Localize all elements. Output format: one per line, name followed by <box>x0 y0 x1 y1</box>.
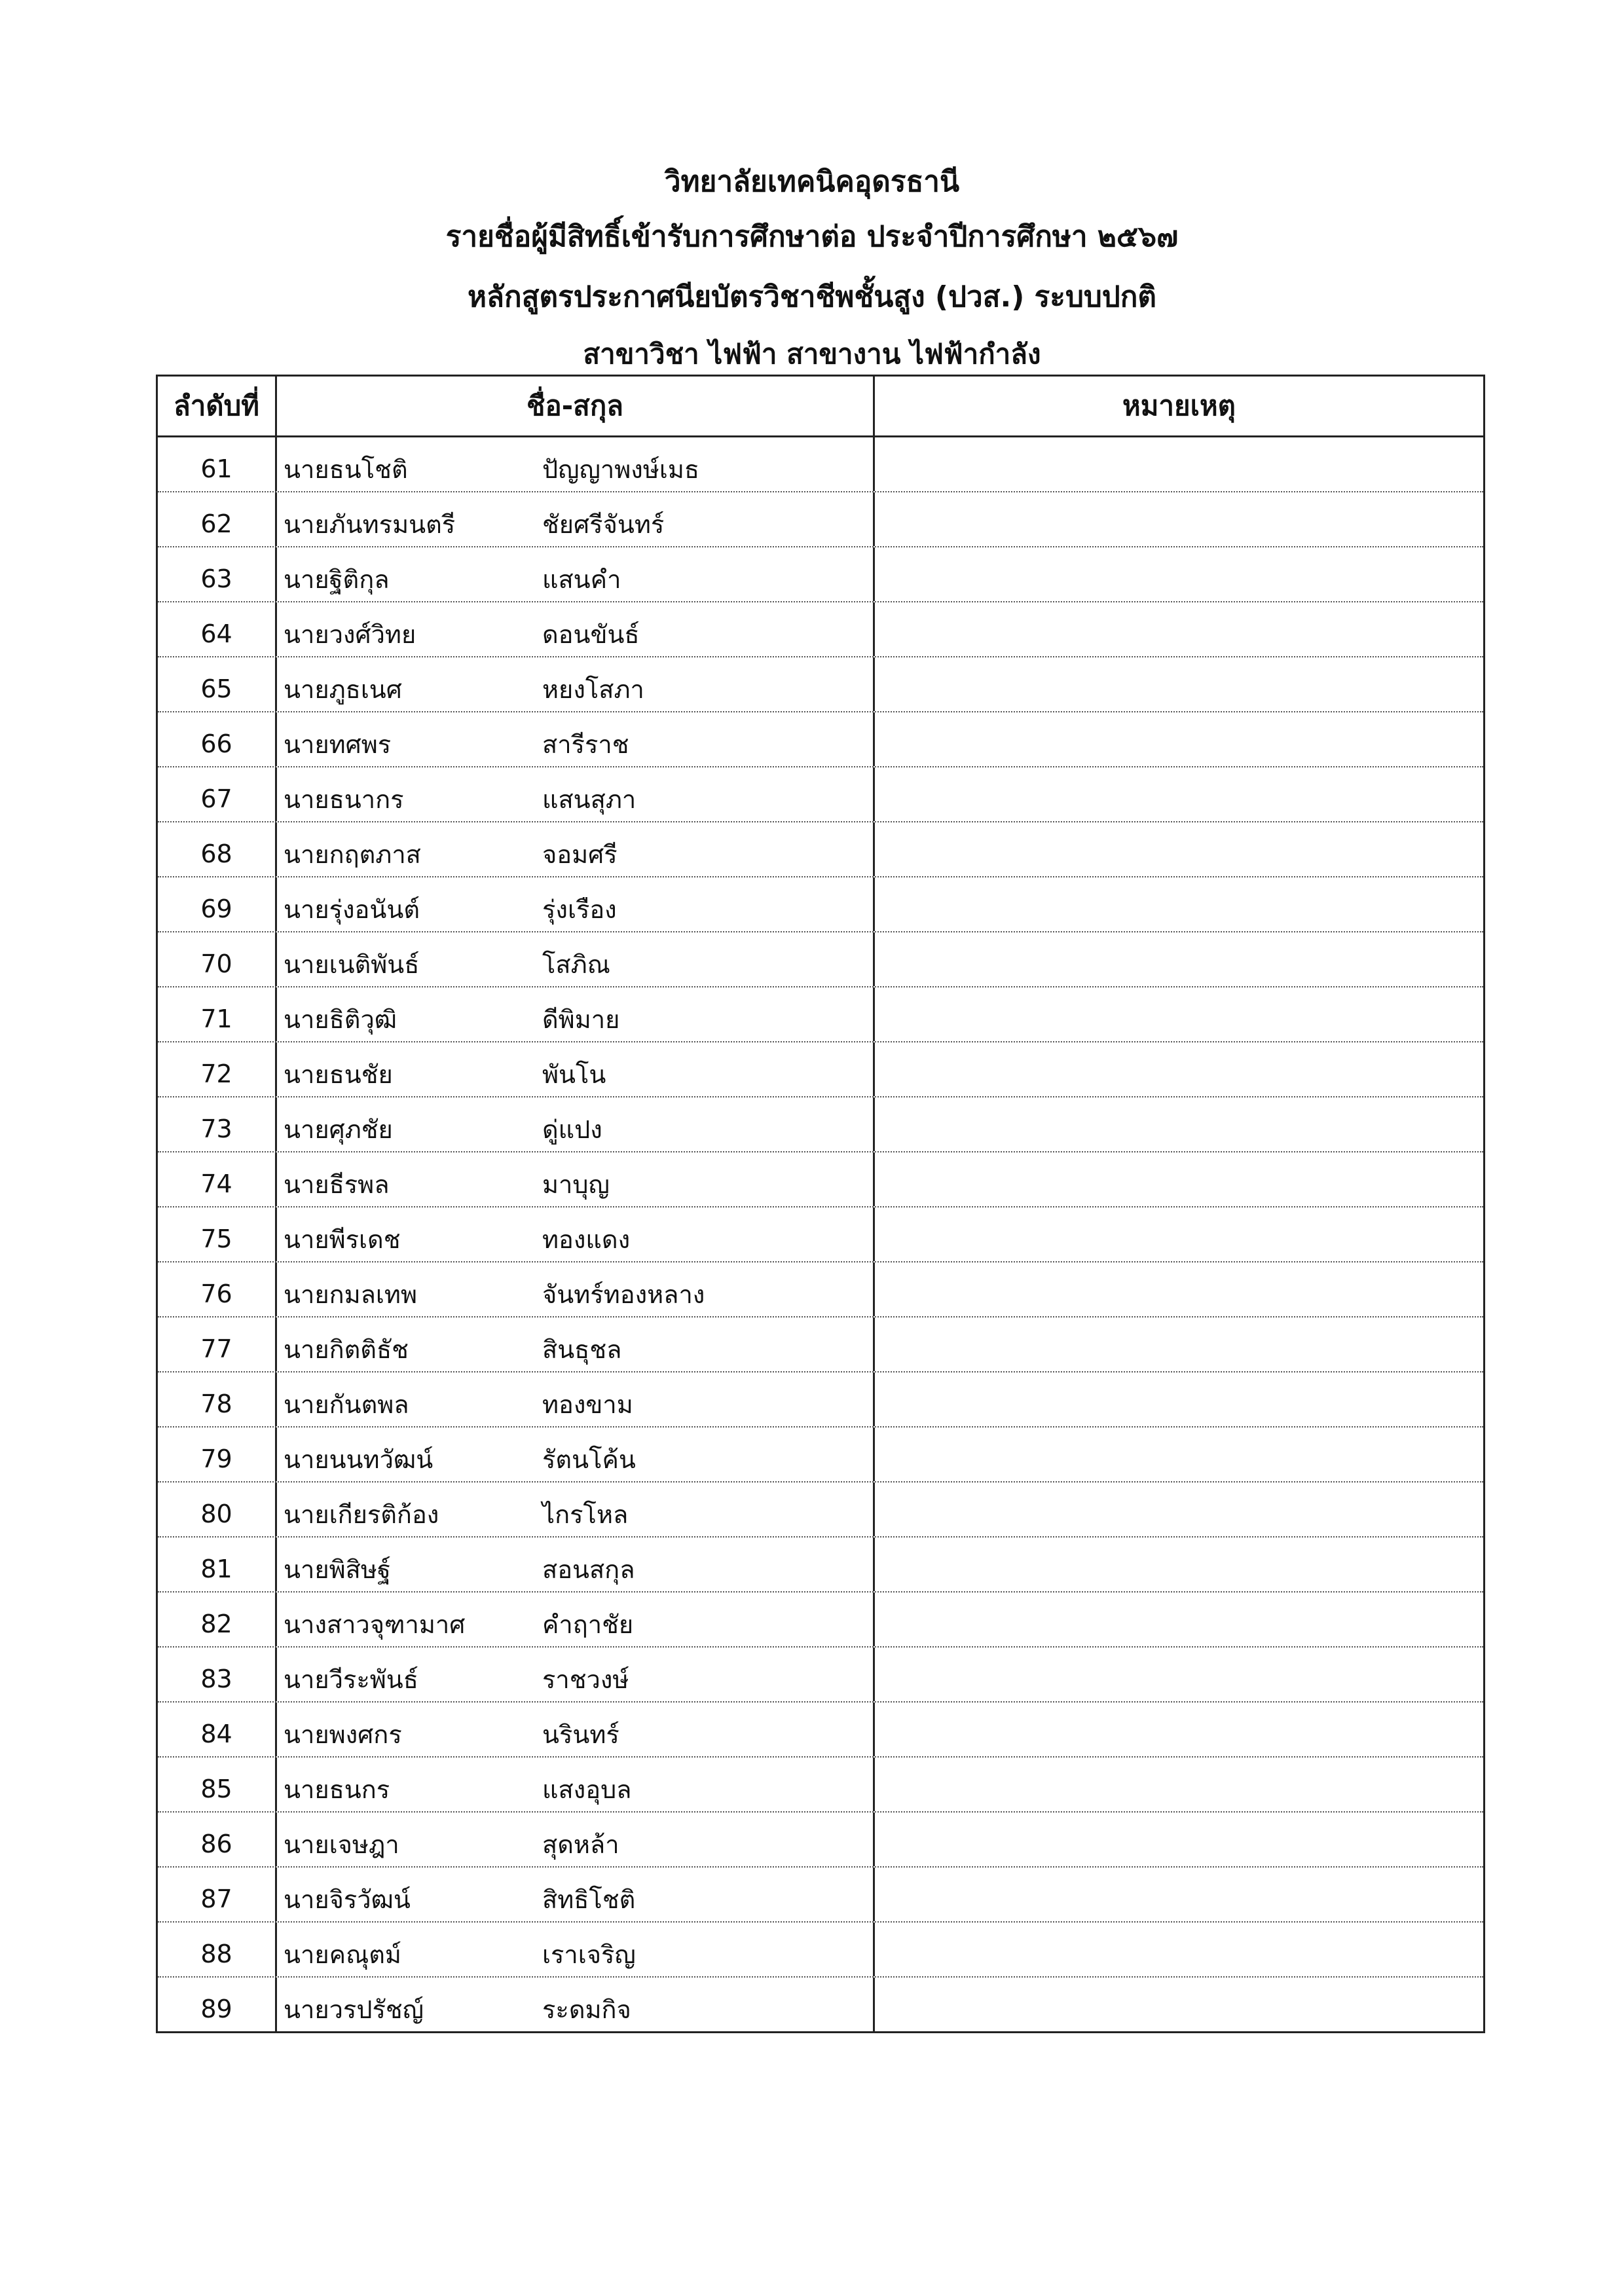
row-fullname <box>277 1207 875 1261</box>
row-fullname <box>277 547 875 601</box>
last-name: ไกรโหล <box>542 1500 629 1529</box>
row-number: 74 <box>158 1152 277 1206</box>
first-name: นายธนชัย <box>284 1059 393 1089</box>
first-name: นายธนโชติ <box>284 454 408 484</box>
row-remarks <box>875 657 1483 711</box>
row-fullname <box>277 1042 875 1096</box>
row-remarks <box>875 1483 1483 1536</box>
last-name: สอนสกุล <box>542 1555 635 1584</box>
row-number: 86 <box>158 1813 277 1866</box>
row-number: 64 <box>158 602 277 656</box>
last-name: พันโน <box>542 1059 606 1089</box>
last-name: แสงอุบล <box>542 1775 632 1804</box>
row-remarks <box>875 1593 1483 1646</box>
program-title: หลักสูตรประกาศนียบัตรวิชาชีพชั้นสูง (ปวส.) ระบบปกติ <box>468 280 1156 314</box>
last-name: สิทธิโชติ <box>542 1885 636 1914</box>
row-number: 84 <box>158 1703 277 1756</box>
first-name: นายพีรเดช <box>284 1225 401 1254</box>
table-row <box>158 1428 1483 1483</box>
row-number: 73 <box>158 1097 277 1151</box>
table-row <box>158 1758 1483 1813</box>
last-name: สินธุชล <box>542 1335 622 1364</box>
table-row <box>158 1593 1483 1648</box>
row-remarks <box>875 1042 1483 1096</box>
last-name: ดอนขันธ์ <box>542 619 640 649</box>
first-name: นายภันทรมนตรี <box>284 509 456 539</box>
last-name: คำฤาชัย <box>542 1610 634 1639</box>
row-fullname <box>277 877 875 931</box>
row-remarks <box>875 1207 1483 1261</box>
table-row <box>158 1813 1483 1868</box>
first-name: นายวรปรัชญ์ <box>284 1995 424 2024</box>
table-row <box>158 1538 1483 1593</box>
last-name: มาบุญ <box>542 1170 610 1199</box>
row-fullname <box>277 1372 875 1426</box>
table-row <box>158 547 1483 602</box>
first-name: นายธิติวุฒิ <box>284 1004 397 1034</box>
row-number: 77 <box>158 1317 277 1371</box>
last-name: สุดหล้า <box>542 1830 619 1859</box>
table-row <box>158 1317 1483 1372</box>
table-row <box>158 1152 1483 1207</box>
last-name: นรินทร์ <box>542 1720 619 1749</box>
row-remarks <box>875 1152 1483 1206</box>
row-number: 83 <box>158 1648 277 1701</box>
table-row <box>158 492 1483 547</box>
last-name: หยงโสภา <box>542 674 644 704</box>
row-remarks <box>875 1703 1483 1756</box>
row-number: 70 <box>158 932 277 986</box>
row-number: 75 <box>158 1207 277 1261</box>
row-fullname <box>277 1428 875 1481</box>
student-table <box>156 375 1485 2033</box>
first-name: นายวงศ์วิทย <box>284 619 416 649</box>
row-remarks <box>875 1428 1483 1481</box>
table-body <box>158 437 1483 2031</box>
row-number: 76 <box>158 1262 277 1316</box>
row-number: 78 <box>158 1372 277 1426</box>
row-remarks <box>875 1978 1483 2031</box>
row-fullname <box>277 987 875 1041</box>
document-title: รายชื่อผู้มีสิทธิ์เข้ารับการศึกษาต่อ ประจำปีการศึกษา ๒๕๖๗ <box>445 220 1179 253</box>
row-remarks <box>875 767 1483 821</box>
table-row <box>158 1978 1483 2031</box>
table-header <box>158 377 1483 437</box>
row-remarks <box>875 602 1483 656</box>
row-fullname <box>277 1648 875 1701</box>
last-name: ชัยศรีจันทร์ <box>542 509 665 539</box>
first-name: นายวีระพันธ์ <box>284 1665 418 1694</box>
row-remarks <box>875 547 1483 601</box>
row-fullname <box>277 657 875 711</box>
row-number: 72 <box>158 1042 277 1096</box>
last-name: รุ่งเรือง <box>542 894 617 924</box>
table-row <box>158 1703 1483 1758</box>
row-fullname <box>277 1703 875 1756</box>
first-name: นายธีรพล <box>284 1170 390 1199</box>
first-name: นายนนทวัฒน์ <box>284 1445 434 1474</box>
last-name: ราชวงษ์ <box>542 1665 629 1694</box>
table-row <box>158 1262 1483 1317</box>
row-remarks <box>875 492 1483 546</box>
row-number: 66 <box>158 712 277 766</box>
header-remarks: หมายเหตุ <box>1122 390 1236 422</box>
first-name: นายฐิติกุล <box>284 564 390 594</box>
row-remarks <box>875 1538 1483 1591</box>
row-number: 87 <box>158 1868 277 1921</box>
first-name: นายคณุตม์ <box>284 1940 401 1969</box>
table-row <box>158 1868 1483 1923</box>
row-fullname <box>277 492 875 546</box>
row-fullname <box>277 1483 875 1536</box>
last-name: เราเจริญ <box>542 1940 636 1969</box>
first-name: นายกฤตภาส <box>284 839 421 869</box>
last-name: ทองขาม <box>542 1390 633 1419</box>
last-name: จันทร์ทองหลาง <box>542 1280 705 1309</box>
row-remarks <box>875 1372 1483 1426</box>
row-number: 65 <box>158 657 277 711</box>
row-remarks <box>875 987 1483 1041</box>
table-row <box>158 1923 1483 1978</box>
row-fullname <box>277 1097 875 1151</box>
first-name: นายเจษฎา <box>284 1830 399 1859</box>
last-name: แสนสุภา <box>542 784 637 814</box>
row-fullname <box>277 1813 875 1866</box>
table-row <box>158 932 1483 987</box>
row-fullname <box>277 1262 875 1316</box>
row-remarks <box>875 1758 1483 1811</box>
row-number: 85 <box>158 1758 277 1811</box>
first-name: นายกันตพล <box>284 1390 409 1419</box>
table-row <box>158 657 1483 712</box>
last-name: สารีราช <box>542 729 629 759</box>
row-number: 89 <box>158 1978 277 2031</box>
row-remarks <box>875 822 1483 876</box>
table-row <box>158 822 1483 877</box>
table-row <box>158 712 1483 767</box>
college-name: วิทยาลัยเทคนิคอุดรธานี <box>664 165 960 198</box>
row-remarks <box>875 877 1483 931</box>
table-row <box>158 1042 1483 1097</box>
row-fullname <box>277 602 875 656</box>
first-name: นายจิรวัฒน์ <box>284 1885 411 1914</box>
table-row <box>158 602 1483 657</box>
row-fullname <box>277 1317 875 1371</box>
header-fullname: ชื่อ-สกุล <box>277 377 875 435</box>
first-name: นายเนติพันธ์ <box>284 949 420 979</box>
last-name: ระดมกิจ <box>542 1995 631 2024</box>
row-remarks <box>875 1317 1483 1371</box>
first-name: นายศุภชัย <box>284 1114 393 1144</box>
table-row <box>158 1483 1483 1538</box>
first-name: นายกมลเทพ <box>284 1280 418 1309</box>
row-remarks <box>875 1262 1483 1316</box>
row-number: 63 <box>158 547 277 601</box>
table-row <box>158 1372 1483 1428</box>
row-remarks <box>875 1923 1483 1976</box>
table-row <box>158 437 1483 492</box>
first-name: นายธนกร <box>284 1775 390 1804</box>
row-fullname <box>277 1152 875 1206</box>
first-name: นายภูธเนศ <box>284 674 402 704</box>
first-name: นางสาวจุฑามาศ <box>284 1610 466 1639</box>
row-remarks <box>875 712 1483 766</box>
first-name: นายทศพร <box>284 729 392 759</box>
row-number: 67 <box>158 767 277 821</box>
row-number: 71 <box>158 987 277 1041</box>
row-number: 69 <box>158 877 277 931</box>
row-number: 80 <box>158 1483 277 1536</box>
row-fullname <box>277 712 875 766</box>
row-remarks <box>875 1648 1483 1701</box>
row-fullname <box>277 1978 875 2031</box>
last-name: รัตนโค้น <box>542 1445 636 1474</box>
table-row <box>158 1207 1483 1262</box>
row-fullname <box>277 1758 875 1811</box>
row-number: 82 <box>158 1593 277 1646</box>
last-name: ปัญญาพงษ์เมธ <box>542 454 700 484</box>
row-fullname <box>277 822 875 876</box>
first-name: นายรุ่งอนันต์ <box>284 894 420 924</box>
first-name: นายกิตติธัช <box>284 1335 409 1364</box>
row-remarks <box>875 1813 1483 1866</box>
row-number: 88 <box>158 1923 277 1976</box>
row-remarks <box>875 1868 1483 1921</box>
last-name: แสนคำ <box>542 564 621 594</box>
row-fullname <box>277 932 875 986</box>
row-number: 79 <box>158 1428 277 1481</box>
row-number: 68 <box>158 822 277 876</box>
row-fullname <box>277 767 875 821</box>
table-row <box>158 1097 1483 1152</box>
header-number: ลำดับที่ <box>158 377 277 435</box>
first-name: นายธนากร <box>284 784 404 814</box>
row-fullname <box>277 1868 875 1921</box>
last-name: ดู่แปง <box>542 1114 602 1144</box>
last-name: ทองแดง <box>542 1225 631 1254</box>
first-name: นายเกียรติก้อง <box>284 1500 439 1529</box>
last-name: จอมศรี <box>542 839 618 869</box>
row-fullname <box>277 1593 875 1646</box>
row-number: 81 <box>158 1538 277 1591</box>
major-title: สาขาวิชา ไฟฟ้า สาขางาน ไฟฟ้ากำลัง <box>583 338 1041 370</box>
first-name: นายพงศกร <box>284 1720 402 1749</box>
row-number: 61 <box>158 437 277 491</box>
row-remarks <box>875 932 1483 986</box>
row-number: 62 <box>158 492 277 546</box>
table-row <box>158 1648 1483 1703</box>
table-row <box>158 877 1483 932</box>
row-remarks <box>875 437 1483 491</box>
row-remarks <box>875 1097 1483 1151</box>
table-row <box>158 987 1483 1042</box>
table-row <box>158 767 1483 822</box>
row-fullname <box>277 437 875 491</box>
last-name: ดีพิมาย <box>542 1004 620 1034</box>
row-fullname <box>277 1923 875 1976</box>
first-name: นายพิสิษฐ์ <box>284 1555 391 1584</box>
row-fullname <box>277 1538 875 1591</box>
last-name: โสภิณ <box>542 949 610 979</box>
